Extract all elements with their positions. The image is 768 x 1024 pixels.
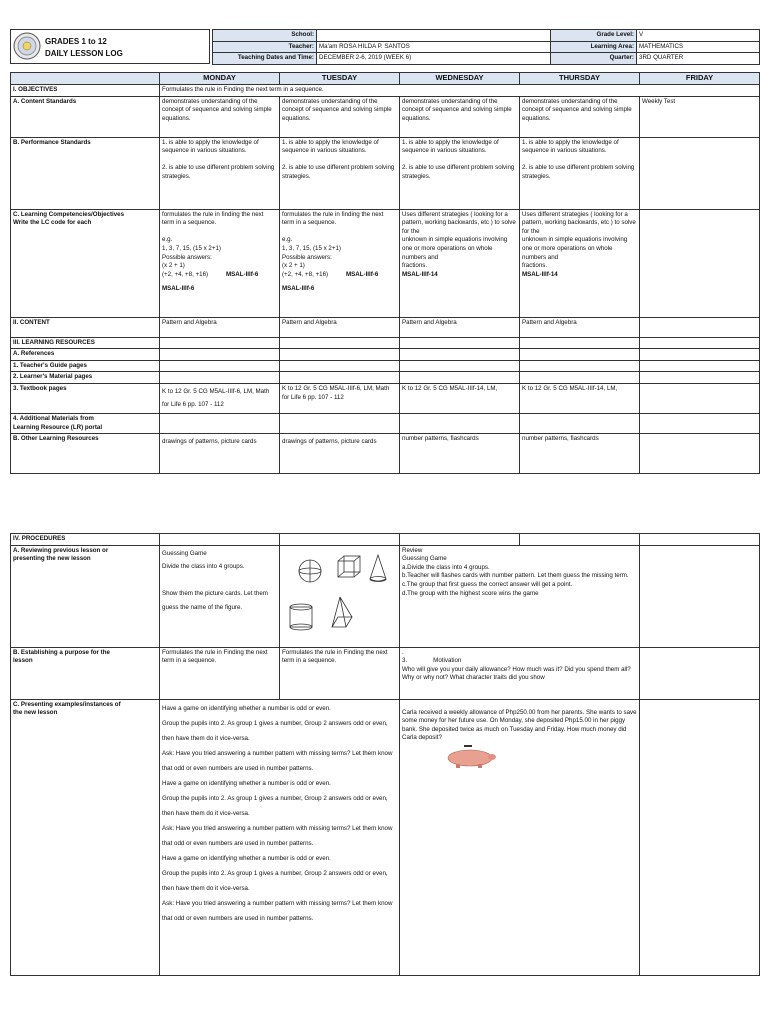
day-header-blank [11,73,160,85]
performance-standards-wed: 1. is able to apply the knowledge of sequence in various situations. 2. is able to use different problem solving strategies. [400,137,520,209]
header-title-line1: GRADES 1 to 12 [45,37,107,46]
additional-materials-label: 4. Additional Materials from Learning Resource (LR) portal [11,413,160,433]
header-title-line2: DAILY LESSON LOG [45,49,123,58]
competencies-fri [640,209,760,317]
content-standards-fri: Weekly Test [640,96,760,137]
review-tue [280,545,400,647]
content-standards-mon: demonstrates understanding of the concept of sequence and solving simple equations. [160,96,280,137]
other-resources-thu: number patterns, flashcards [520,434,640,474]
review-label: A. Reviewing previous lesson or presenting the new lesson [11,545,160,647]
content-standards-tue: demonstrates understanding of the concept of sequence and solving simple equations. [280,96,400,137]
lesson-table-2 [10,533,760,976]
textbook-wed: K to 12 Gr. 5 CG M5AL-IIIf-14, LM, [400,383,520,413]
objectives-label: I. OBJECTIVES [11,85,160,97]
other-resources-wed: number patterns, flashcards [400,434,520,474]
grade-value: V [637,30,760,42]
purpose-wed [400,647,640,699]
presenting-label: C. Presenting examples/instances of the new lesson [11,699,160,975]
resources-label: III. LEARNING RESOURCES [11,337,160,349]
competencies-tue-code2: MSAL-IIIf-6 [282,285,315,293]
content-standards-label: A. Content Standards [11,96,160,137]
competencies-wed [400,209,520,317]
performance-standards-fri [640,137,760,209]
competencies-wed-text: Uses different strategies ( looking for a pattern, working backwards, etc ) to solve for the unknown in simple equations involving one or more operations on whole numbers and fractions. [402,210,516,270]
references-label: A. References [11,349,160,361]
learners-material-label: 2. Learner's Material pages [11,372,160,384]
textbook-mon: K to 12 Gr. 5 CG M5AL-IIIf-6, LM, Math for Life 6 pp. 107 - 112 [160,383,280,413]
content-label: II. CONTENT [11,317,160,337]
performance-standards-mon: 1. is able to apply the knowledge of sequence in various situations. 2. is able to use different problem solving strategies. [160,137,280,209]
competencies-mon-code2: MSAL-IIIf-6 [162,285,195,293]
day-header-tuesday: TUESDAY [280,73,400,85]
competencies-tue-code: MSAL-IIIf-6 [346,270,379,278]
textbook-tue: K to 12 Gr. 5 CG M5AL-IIIf-6, LM, Math for Life 6 pp. 107 - 112 [280,383,400,413]
other-resources-mon: drawings of patterns, picture cards [160,434,280,474]
area-label: Learning Area: [551,41,637,53]
dates-label: Teaching Dates and Time: [213,53,317,65]
competencies-label: C. Learning Competencies/Objectives Write the LC code for each [11,209,160,317]
competencies-tue-text: formulates the rule in finding the next term in a sequence. e.g. 1, 3, 7, 15, (15 x 2+1) Possible answers: (x 2 + 1) (+2, +4, +8, +16) [282,210,384,278]
deped-seal-icon [13,32,41,60]
purpose-wed-text: Who will give you your daily allowance? How much was it? Did you spend them all? Why or why not? What character traits did you show [402,665,631,682]
competencies-mon-code: MSAL-IIIf-6 [226,270,259,278]
day-header-friday: FRIDAY [640,73,760,85]
presenting-mon: Have a game on identifying whether a number is odd or even. Group the pupils into 2. As group 1 gives a number, Group 2 answers odd or even, then have them do it vice-versa. Ask: Have you tried answering a number pattern with missing terms? Let them know that odd or even numbers are used in number patterns. Have a game on identifying whether a number is odd or even. Group the pupils into 2. As group 1 gives a number, Group 2 answers odd or even, then have them do it vice-versa. Ask: Have you tried answering a number pattern with missing terms? Let them know that odd or even numbers are used in number patterns. Have a game on identifying whether a number is odd or even. Group the pupils into 2. As group 1 gives a number, Group 2 answers odd or even, then have them do it vice-versa. Ask: Have you tried answering a number pattern with missing terms? Let them know that odd or even numbers are used in number patterns. [160,699,400,975]
presenting-wed [400,699,640,975]
other-resources-tue: drawings of patterns, picture cards [280,434,400,474]
content-standards-wed: demonstrates understanding of the concept of sequence and solving simple equations. [400,96,520,137]
quarter-value: 3RD QUARTER [637,53,760,65]
quarter-label: Quarter: [551,53,637,65]
day-header-thursday: THURSDAY [520,73,640,85]
purpose-wed-dot: . [402,648,404,656]
teacher-label: Teacher: [213,41,317,53]
day-header-monday: MONDAY [160,73,280,85]
grade-label: Grade Level: [551,30,637,42]
lesson-table-1 [10,72,760,474]
textbook-label: 3. Textbook pages [11,383,160,413]
purpose-label: B. Establishing a purpose for the lesson [11,647,160,699]
review-wed: Review Guessing Game a.Divide the class into 4 groups. b.Teacher will flashes cards with number pattern. Let them guess the missing term. c.The group that first guess the correct answer will get a point. d.The group with the highest score wins the game [400,545,640,647]
day-header-wednesday: WEDNESDAY [400,73,520,85]
competencies-thu-code: MSAL-IIIf-14 [522,270,558,278]
competencies-mon [160,209,280,317]
area-value: MATHEMATICS [637,41,760,53]
header-info-table [212,29,760,65]
performance-standards-tue: 1. is able to apply the knowledge of sequence in various situations. 2. is able to use different problem solving strategies. [280,137,400,209]
textbook-thu: K to 12 Gr. 5 CG M5AL-IIIf-14, LM, [520,383,640,413]
teacher-value: Ma'am ROSA HILDA P. SANTOS [317,41,551,53]
content-mon: Pattern and Algebra [160,317,280,337]
dates-value: DECEMBER 2-6, 2019 (WEEK 6) [317,53,551,65]
purpose-tue: Formulates the rule in Finding the next term in a sequence. [280,647,400,699]
school-label: School: [213,30,317,42]
competencies-thu [520,209,640,317]
competencies-mon-text: formulates the rule in finding the next term in a sequence. e.g. 1, 3, 7, 15, (15 x 2+1) Possible answers: (x 2 + 1) (+2, +4, +8, +16) [162,210,264,278]
geometric-figures-icon [282,547,394,637]
competencies-wed-code: MSAL-IIIf-14 [402,270,438,278]
review-mon: Guessing Game Divide the class into 4 groups. Show them the picture cards. Let them guess the name of the figure. [160,545,280,647]
purpose-mon: Formulates the rule in Finding the next term in a sequence. [160,647,280,699]
performance-standards-label: B. Performance Standards [11,137,160,209]
content-wed: Pattern and Algebra [400,317,520,337]
purpose-wed-number: 3. [402,657,408,665]
objectives-text: Formulates the rule in Finding the next term in a sequence. [160,85,760,97]
other-resources-label: B. Other Learning Resources [11,434,160,474]
teachers-guide-label: 1. Teacher's Guide pages [11,360,160,372]
header-title-box [10,29,210,64]
content-tue: Pattern and Algebra [280,317,400,337]
presenting-wed-text: Carla received a weekly allowance of Php250.00 from her parents. She wants to save some money for her future use. On Monday, she deposited Php15.00 in her piggy bank. She deposited twice as much on Tuesday and Friday. How much money did Carla deposit? [402,708,637,742]
school-value [317,30,551,42]
content-thu: Pattern and Algebra [520,317,640,337]
content-fri [640,317,760,337]
competencies-tue [280,209,400,317]
content-standards-thu: demonstrates understanding of the concept of sequence and solving simple equations. [520,96,640,137]
procedures-label: IV. PROCEDURES [11,534,160,546]
competencies-thu-text: Uses different strategies ( looking for a pattern, working backwards, etc ) to solve for the unknown in simple equations involving one or more operations on whole numbers and fractions. [522,210,636,270]
purpose-wed-title: Motivation [433,657,462,665]
piggy-bank-icon [440,745,500,769]
performance-standards-thu: 1. is able to apply the knowledge of sequence in various situations. 2. is able to use different problem solving strategies. [520,137,640,209]
